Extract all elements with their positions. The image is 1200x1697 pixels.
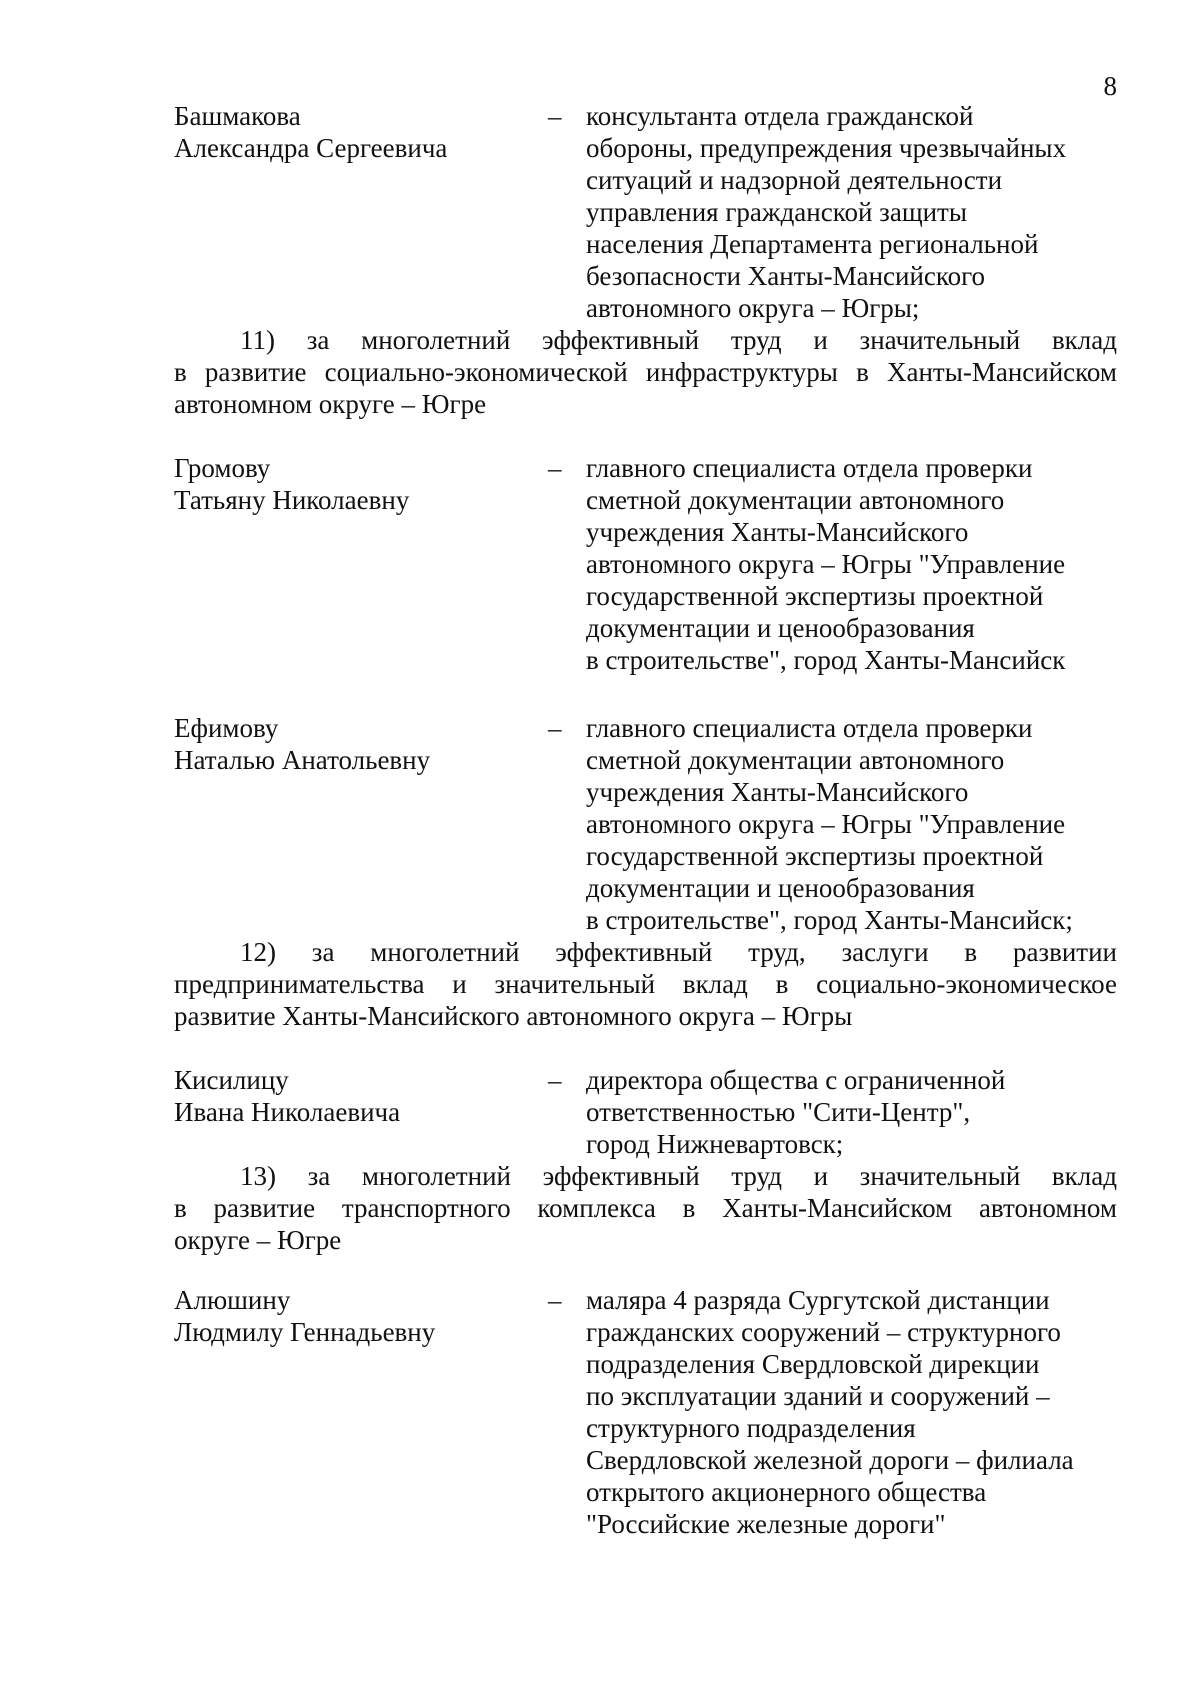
position-line: населения Департамента региональной <box>586 229 1039 259</box>
position-line: обороны, предупреждения чрезвычайных <box>586 133 1067 163</box>
paragraph-line: предпринимательства и значительный вклад в социально-экономическое <box>174 969 1117 999</box>
position-line: управления гражданской защиты <box>586 197 967 227</box>
dash-separator: – <box>548 101 562 131</box>
position-line: главного специалиста отдела проверки <box>586 453 1033 483</box>
position-line: государственной экспертизы проектной <box>586 841 1044 871</box>
position-line: Свердловской железной дороги – филиала <box>586 1445 1074 1475</box>
person-name-line: Ивана Николаевича <box>174 1097 401 1127</box>
position-line: ситуаций и надзорной деятельности <box>586 165 1003 195</box>
person-name-line: Александра Сергеевича <box>174 133 448 163</box>
person-name-line: Алюшину <box>174 1285 291 1315</box>
position-line: гражданских сооружений – структурного <box>586 1317 1061 1347</box>
paragraph-line: в развитие социально-экономической инфраструктуры в Ханты-Мансийском <box>174 357 1117 387</box>
paragraph-line: развитие Ханты-Мансийского автономного округа – Югры <box>174 1001 853 1031</box>
position-line: по эксплуатации зданий и сооружений – <box>586 1381 1050 1411</box>
position-line: в строительстве", город Ханты-Мансийск; <box>586 905 1073 935</box>
position-line: документации и ценообразования <box>586 873 975 903</box>
position-line: главного специалиста отдела проверки <box>586 713 1033 743</box>
position-line: консультанта отдела гражданской <box>586 101 974 131</box>
paragraph-line: 12) за многолетний эффективный труд, заслуги в развитии <box>240 937 1117 967</box>
dash-separator: – <box>548 453 562 483</box>
position-line: автономного округа – Югры "Управление <box>586 549 1066 579</box>
position-line: ответственностью "Сити-Центр", <box>586 1097 971 1127</box>
position-line: в строительстве", город Ханты-Мансийск <box>586 645 1066 675</box>
person-name-line: Людмилу Геннадьевну <box>174 1317 436 1347</box>
position-line: подразделения Свердловской дирекции <box>586 1349 1040 1379</box>
position-line: безопасности Ханты-Мансийского <box>586 261 986 291</box>
position-line: "Российские железные дороги" <box>586 1509 946 1539</box>
position-line: автономного округа – Югры "Управление <box>586 809 1066 839</box>
page-number: 8 <box>1103 71 1117 101</box>
dash-separator: – <box>548 713 562 743</box>
position-line: открытого акционерного общества <box>586 1477 987 1507</box>
position-line: автономного округа – Югры; <box>586 293 920 323</box>
position-line: маляра 4 разряда Сургутской дистанции <box>586 1285 1050 1315</box>
position-line: государственной экспертизы проектной <box>586 581 1044 611</box>
person-name-line: Кисилицу <box>174 1065 289 1095</box>
paragraph-line: в развитие транспортного комплекса в Ханты-Мансийском автономном <box>174 1193 1117 1223</box>
position-line: структурного подразделения <box>586 1413 916 1443</box>
position-line: учреждения Ханты-Мансийского <box>586 777 969 807</box>
person-name-line: Башмакова <box>174 101 301 131</box>
paragraph-line: 13) за многолетний эффективный труд и значительный вклад <box>240 1161 1117 1191</box>
paragraph-line: автономном округе – Югре <box>174 389 487 419</box>
person-name-line: Татьяну Николаевну <box>174 485 410 515</box>
position-line: сметной документации автономного <box>586 485 1005 515</box>
dash-separator: – <box>548 1065 562 1095</box>
position-line: учреждения Ханты-Мансийского <box>586 517 969 547</box>
person-name-line: Громову <box>174 453 271 483</box>
person-name-line: Ефимову <box>174 713 279 743</box>
dash-separator: – <box>548 1285 562 1315</box>
position-line: директора общества с ограниченной <box>586 1065 1006 1095</box>
paragraph-line: округе – Югре <box>174 1225 342 1255</box>
paragraph-line: 11) за многолетний эффективный труд и значительный вклад <box>240 325 1117 355</box>
person-name-line: Наталью Анатольевну <box>174 745 431 775</box>
position-line: сметной документации автономного <box>586 745 1005 775</box>
position-line: город Нижневартовск; <box>586 1129 844 1159</box>
position-line: документации и ценообразования <box>586 613 975 643</box>
